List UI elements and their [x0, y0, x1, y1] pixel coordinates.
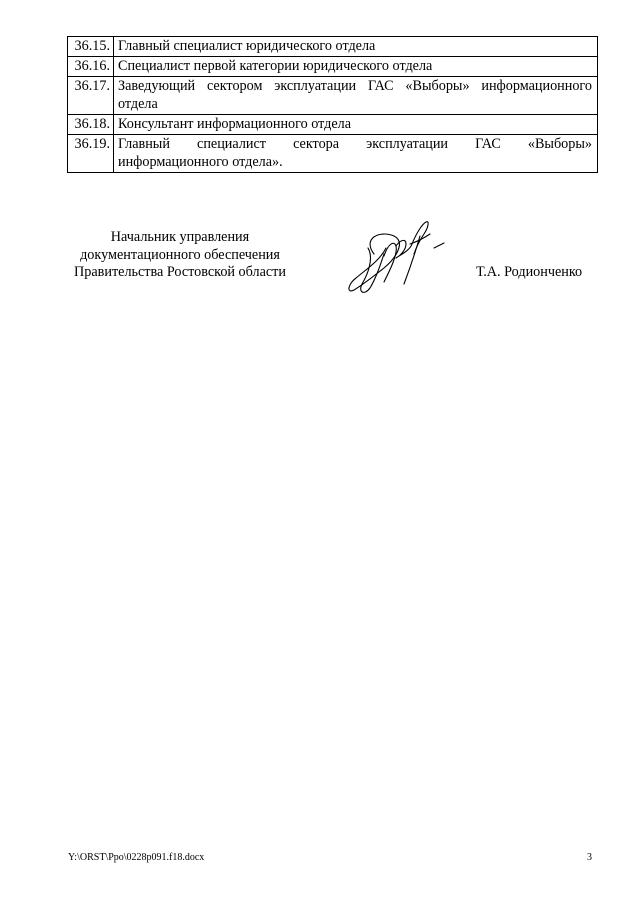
position-line: Правительства Ростовской области: [74, 264, 286, 280]
table-row: [68, 37, 598, 57]
table-row: [68, 77, 598, 115]
page-number: 3: [587, 852, 592, 863]
positions-table: [67, 36, 598, 173]
position-line: Начальник управления: [110, 229, 250, 245]
row-text: Специалист первой категории юридического отдела: [114, 57, 598, 77]
table-row: [68, 135, 598, 173]
signatory-name: Т.А. Родионченко: [476, 264, 583, 280]
row-text: Заведующий сектором эксплуатации ГАС «Выборы» информационного отдела: [114, 77, 598, 115]
table-row: [68, 115, 598, 135]
row-number: 36.18.: [68, 115, 114, 135]
row-text: Главный специалист юридического отдела: [114, 37, 598, 57]
position-line: документационного обеспечения: [80, 246, 280, 263]
row-number: 36.16.: [68, 57, 114, 77]
footer-file-path: Y:\ORST\Ppo\0228p091.f18.docx: [68, 852, 205, 863]
row-number: 36.19.: [68, 135, 114, 173]
row-text: Консультант информационного отдела: [114, 115, 598, 135]
row-number: 36.17.: [68, 77, 114, 115]
row-text-line1: Главный специалист сектора эксплуатации ГАС «Выборы»: [118, 136, 592, 152]
row-text-line2: информационного отдела».: [118, 154, 283, 170]
row-text: [114, 135, 598, 173]
row-number: 36.15.: [68, 37, 114, 57]
handwritten-signature: [340, 214, 460, 304]
signatory-position: [60, 229, 300, 282]
table-row: [68, 57, 598, 77]
